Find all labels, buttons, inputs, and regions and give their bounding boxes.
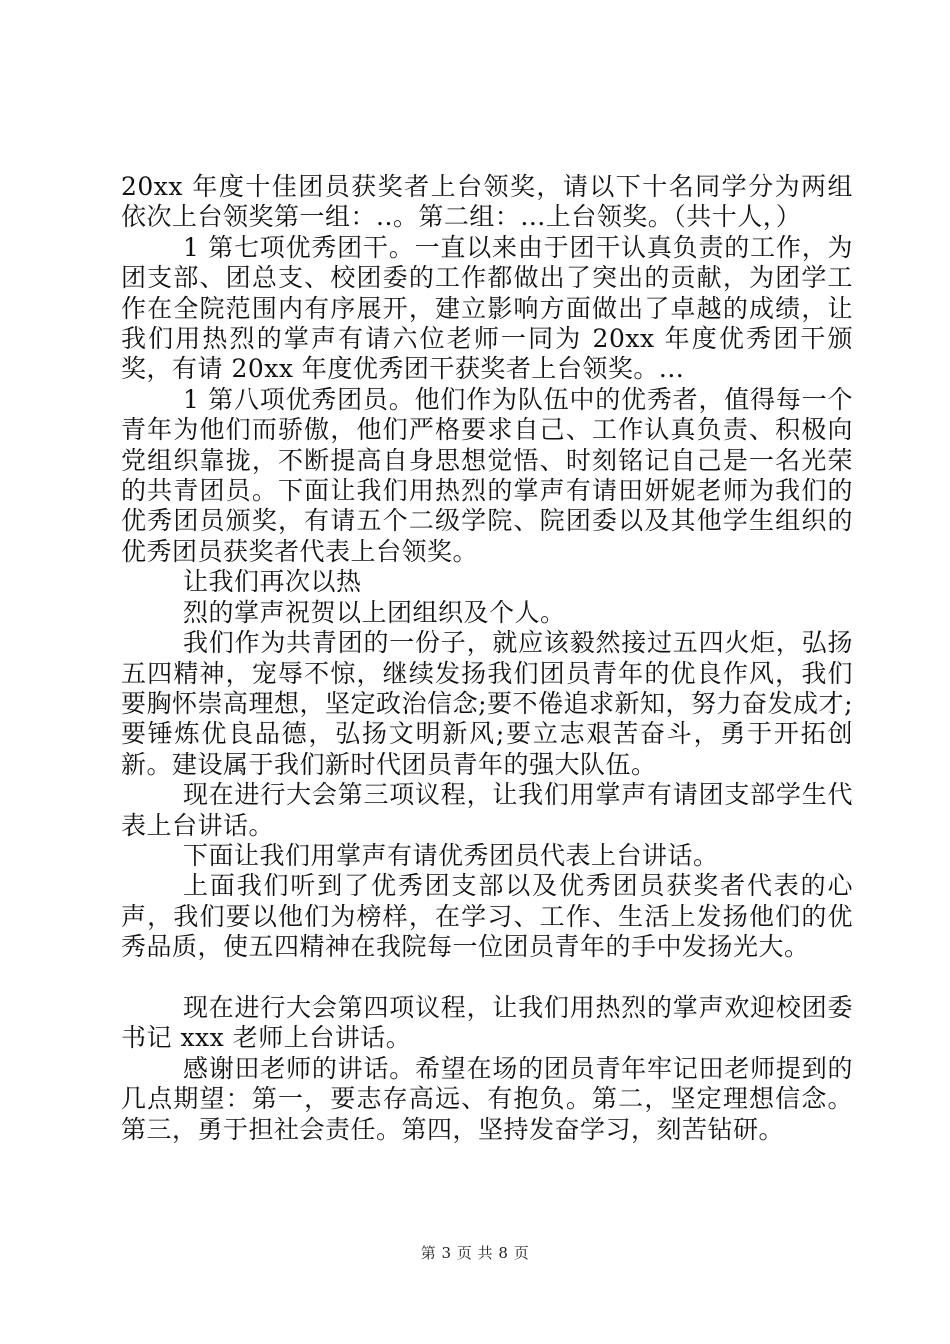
paragraph-congratulate-line-1: 让我们再次以热 — [183, 567, 362, 597]
paragraph-member-representative: 下面让我们用掌声有请优秀团员代表上台讲话。 — [183, 840, 719, 870]
paragraph-agenda-item-four: 现在进行大会第四项议程，让我们用热烈的掌声欢迎校团委书记 xxx 老师上台讲话。 — [121, 992, 853, 1053]
paragraph-role-models: 上面我们听到了优秀团支部以及优秀团员获奖者代表的心声，我们要以他们为榜样，在学习、工作、生活上发扬他们的优秀品质，使五四精神在我院每一位团员青年的手中发扬光大。 — [121, 871, 853, 962]
paragraph-congratulate-line-2: 烈的掌声祝贺以上团组织及个人。 — [183, 597, 566, 627]
document-body — [121, 172, 853, 1145]
paragraph-agenda-item-three: 现在进行大会第三项议程，让我们用掌声有请团支部学生代表上台讲话。 — [121, 780, 853, 840]
paragraph-outstanding-cadres: 1 第七项优秀团干。一直以来由于团干认真负责的工作，为团支部、团总支、校团委的工作都做出了突出的贡献，为团学工作在全院范围内有序展开，建立影响方面做出了卓越的成绩，让我们用热烈的掌声有请六位老师一同为 20xx 年度优秀团干颁奖，有请 20xx 年度优秀团干获奖者上台领奖。... — [121, 232, 853, 384]
paragraph-ceremony-top-ten: 20xx 年度十佳团员获奖者上台领奖，请以下十名同学分为两组依次上台领奖第一组：..。第二组：...上台领奖。（共十人，） — [121, 172, 853, 232]
page-number-footer: 第 3 页 共 8 页 — [420, 1244, 530, 1262]
paragraph-may-fourth-spirit: 我们作为共青团的一份子，就应该毅然接过五四火炬，弘扬五四精神，宠辱不惊，继续发扬我们团员青年的优良作风，我们要胸怀崇高理想，坚定政治信念;要不倦追求新知，努力奋发成才;要锤炼优良品德，弘扬文明新风;要立志艰苦奋斗，勇于开拓创新。建设属于我们新时代团员青年的强大队伍。 — [121, 628, 853, 779]
paragraph-spacer — [121, 963, 853, 993]
paragraph-thanks-expectations: 感谢田老师的讲话。希望在场的团员青年牢记田老师提到的几点期望：第一，要志存高远、有抱负。第二，坚定理想信念。第三，勇于担社会责任。第四，坚持发奋学习，刻苦钻研。 — [121, 1053, 853, 1144]
paragraph-outstanding-members: 1 第八项优秀团员。他们作为队伍中的优秀者，值得每一个青年为他们而骄傲，他们严格要求自己、工作认真负责、积极向党组织靠拢，不断提高自身思想觉悟、时刻铭记自己是一名光荣的共青团员。下面让我们用热烈的掌声有请田妍妮老师为我们的优秀团员颁奖，有请五个二级学院、院团委以及其他学生组织的优秀团员获奖者代表上台领奖。 — [121, 384, 853, 566]
